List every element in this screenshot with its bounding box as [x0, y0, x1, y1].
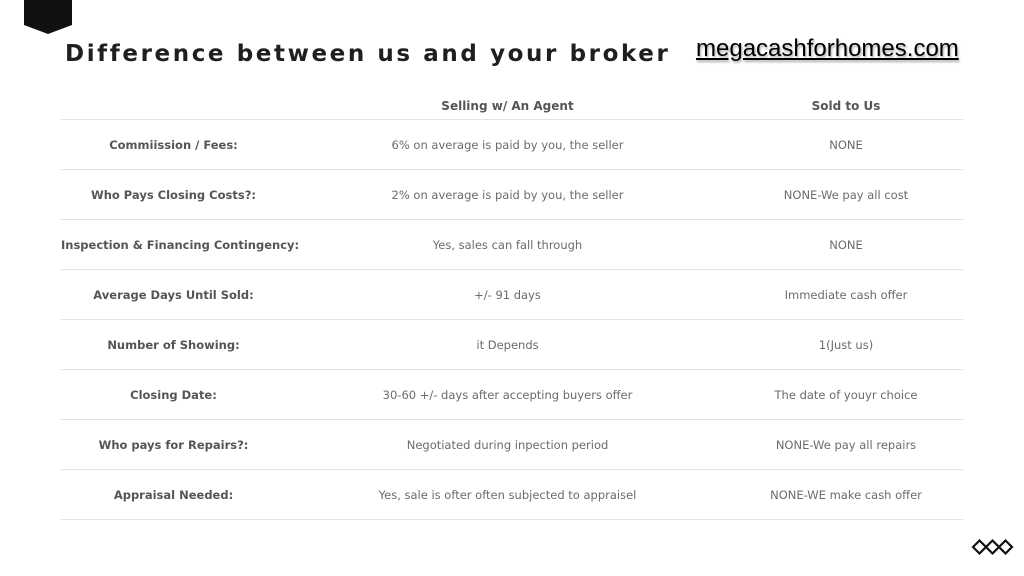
agent-cell: 30-60 +/- days after accepting buyers offer	[286, 370, 729, 420]
hexagon-badge-icon	[24, 0, 72, 34]
column-header-us: Sold to Us	[729, 92, 963, 120]
website-link[interactable]: megacashforhomes.com	[696, 35, 959, 62]
us-cell: NONE-We pay all repairs	[729, 420, 963, 470]
table-row	[61, 270, 963, 320]
comparison-table	[61, 92, 963, 520]
row-label: Appraisal Needed:	[61, 470, 286, 520]
agent-cell: it Depends	[286, 320, 729, 370]
row-label: Number of Showing:	[61, 320, 286, 370]
us-cell: NONE	[729, 120, 963, 170]
us-cell: NONE-WE make cash offer	[729, 470, 963, 520]
row-label: Inspection & Financing Contingency:	[61, 220, 286, 270]
column-header-agent: Selling w/ An Agent	[286, 92, 729, 120]
agent-cell: 6% on average is paid by you, the seller	[286, 120, 729, 170]
agent-cell: Negotiated during inpection period	[286, 420, 729, 470]
table-header-row	[61, 92, 963, 120]
table-row	[61, 470, 963, 520]
table-row	[61, 420, 963, 470]
page-title: Difference between us and your broker	[65, 41, 671, 67]
us-cell: NONE-We pay all cost	[729, 170, 963, 220]
table-row	[61, 220, 963, 270]
table-row	[61, 170, 963, 220]
row-label: Who Pays Closing Costs?:	[61, 170, 286, 220]
agent-cell: +/- 91 days	[286, 270, 729, 320]
agent-cell: Yes, sale is ofter often subjected to appraisel	[286, 470, 729, 520]
us-cell: NONE	[729, 220, 963, 270]
three-diamonds-logo-icon	[971, 538, 1015, 556]
us-cell: The date of youyr choice	[729, 370, 963, 420]
us-cell: Immediate cash offer	[729, 270, 963, 320]
table-row	[61, 120, 963, 170]
agent-cell: Yes, sales can fall through	[286, 220, 729, 270]
row-label: Who pays for Repairs?:	[61, 420, 286, 470]
table-row	[61, 370, 963, 420]
table-row	[61, 320, 963, 370]
column-header-label	[61, 92, 286, 120]
row-label: Closing Date:	[61, 370, 286, 420]
us-cell: 1(Just us)	[729, 320, 963, 370]
row-label: Commiission / Fees:	[61, 120, 286, 170]
agent-cell: 2% on average is paid by you, the seller	[286, 170, 729, 220]
row-label: Average Days Until Sold:	[61, 270, 286, 320]
